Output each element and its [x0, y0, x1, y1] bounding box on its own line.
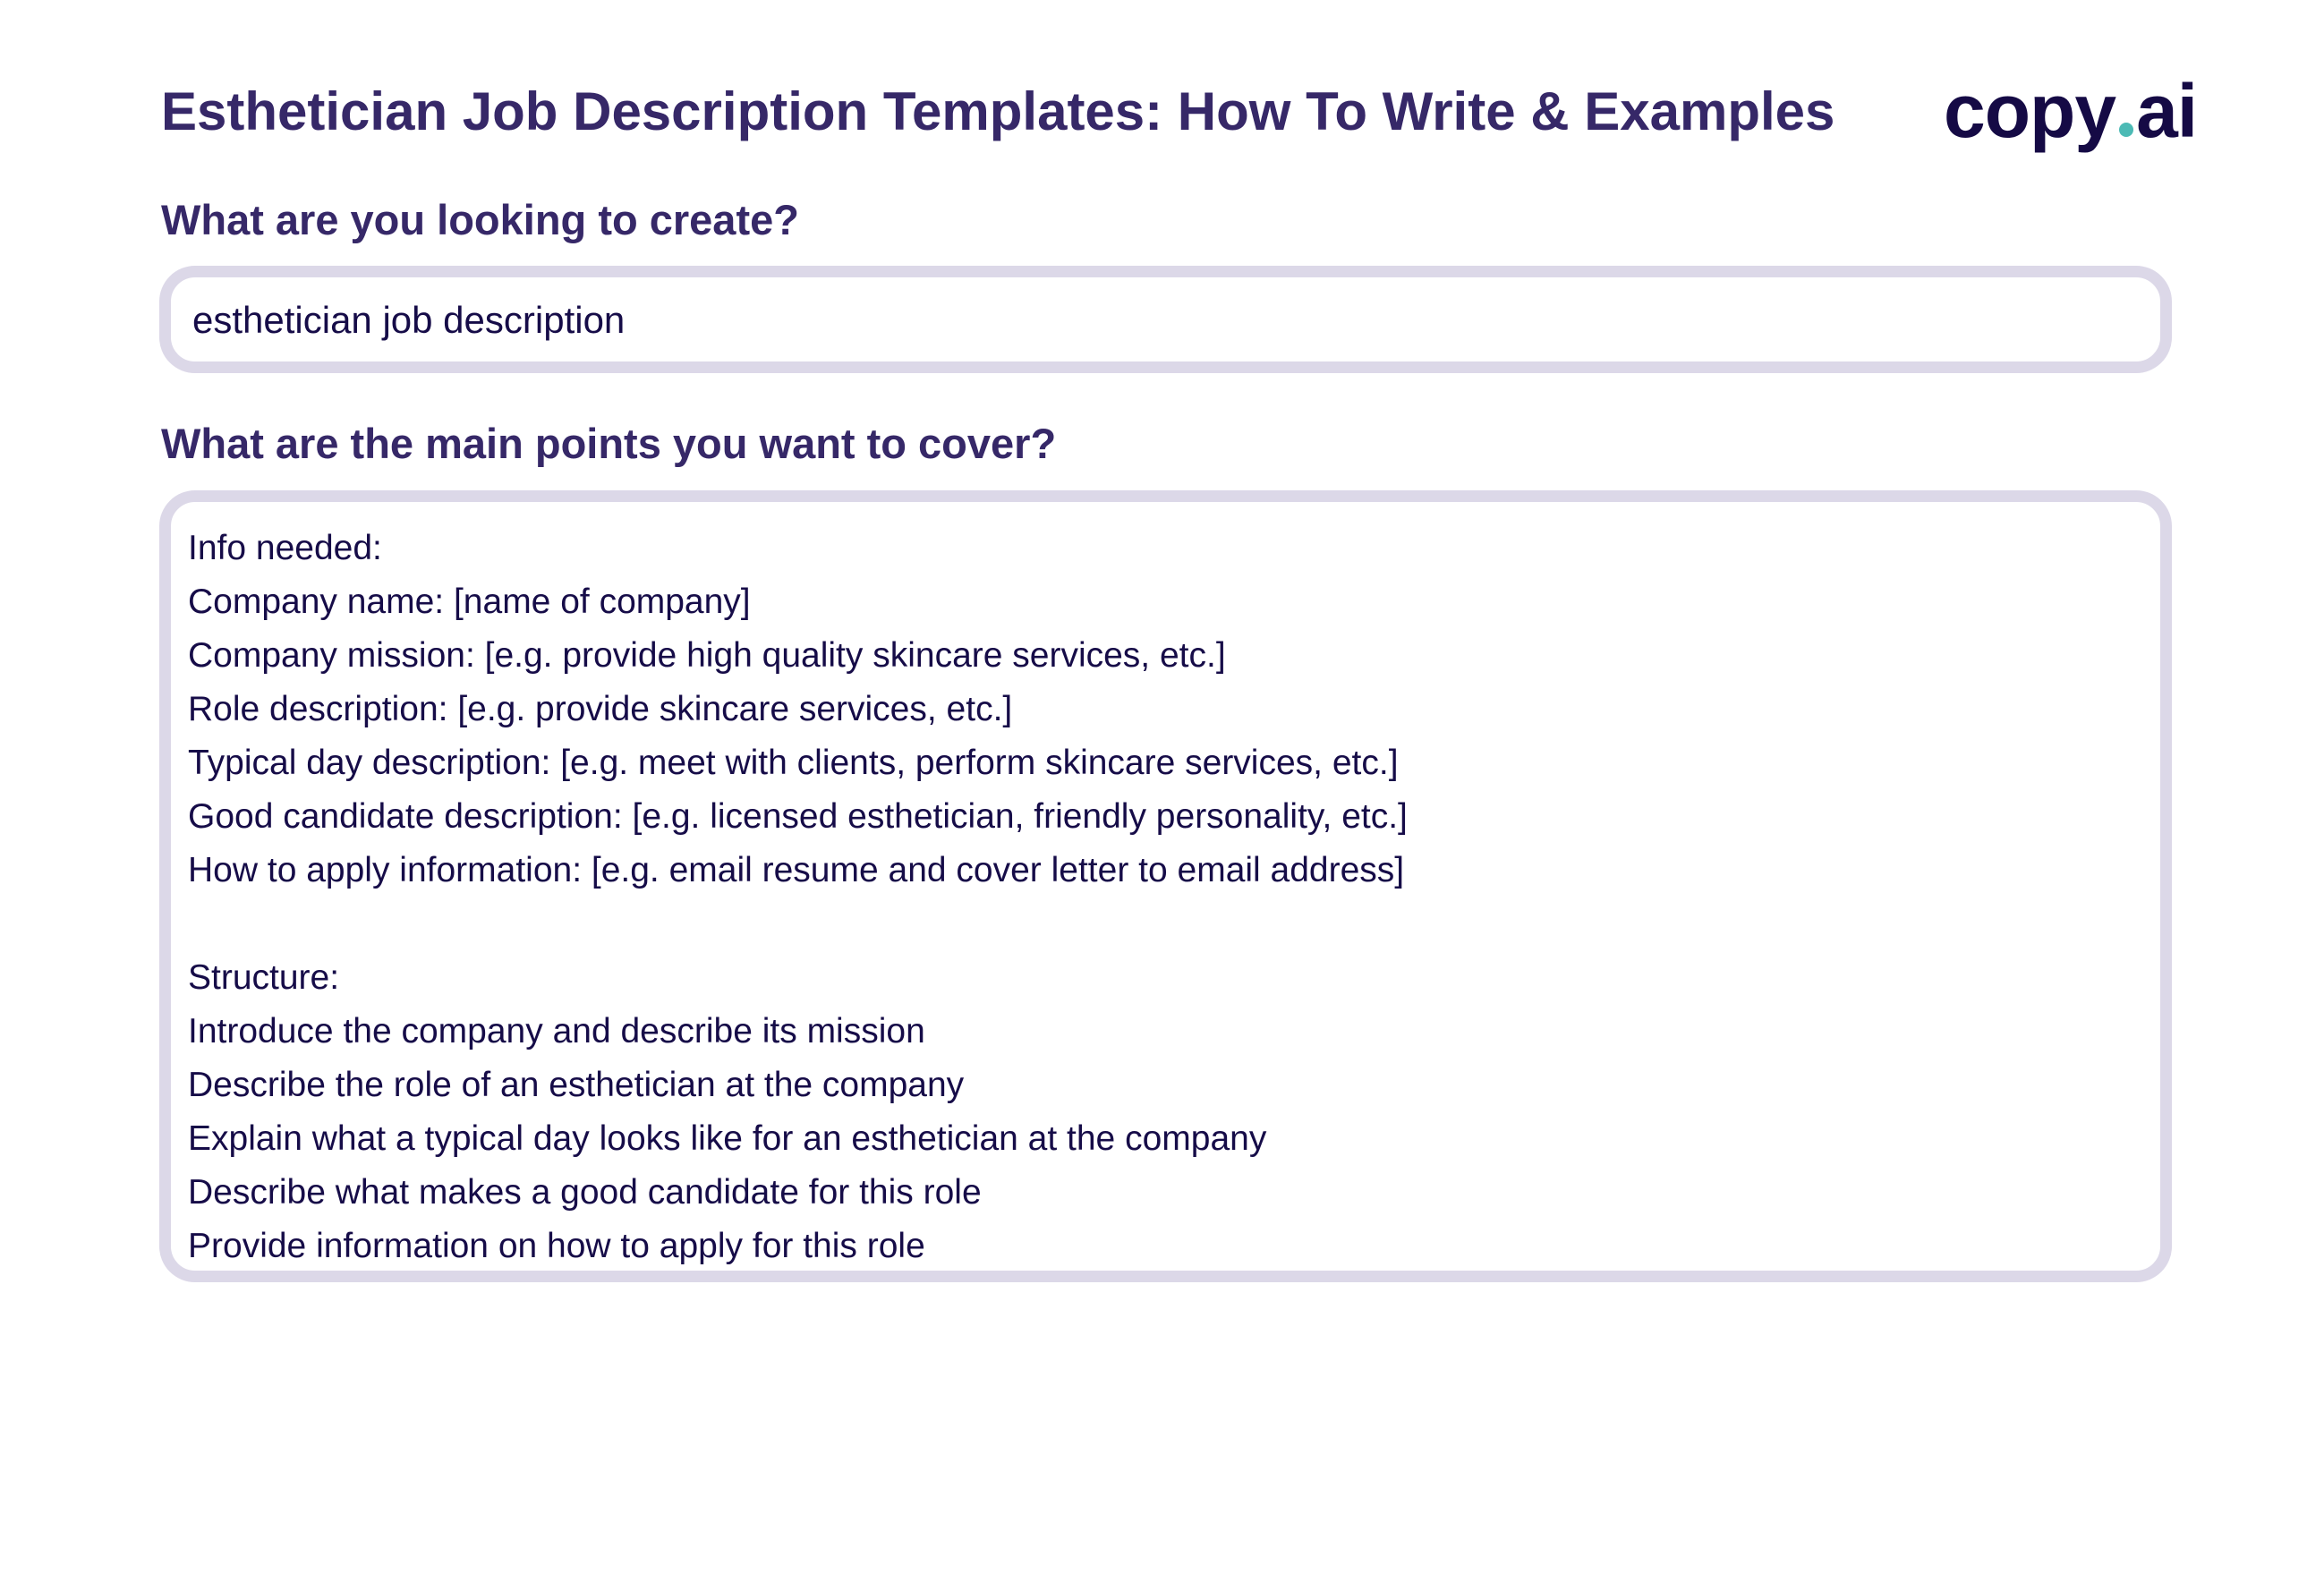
logo-text-left: copy: [1944, 69, 2116, 153]
points-textarea[interactable]: [159, 490, 2172, 1282]
create-input-value[interactable]: esthetician job description: [192, 299, 626, 341]
copy-ai-logo: [1944, 69, 2198, 153]
create-input[interactable]: [159, 266, 2172, 373]
textarea-line: Structure:: [188, 958, 340, 997]
create-field-label: What are you looking to create?: [161, 196, 799, 243]
textarea-line: Good candidate description: [e.g. licensed esthetician, friendly personality, etc.]: [188, 797, 1408, 836]
textarea-line: Describe the role of an esthetician at the company: [188, 1066, 965, 1104]
points-textarea-content[interactable]: [188, 522, 1408, 1273]
logo-dot-icon: [2119, 123, 2133, 137]
textarea-line: Info needed:: [188, 529, 382, 567]
points-field-label: What are the main points you want to cover?: [161, 420, 1057, 467]
logo-text-right: ai: [2136, 69, 2198, 153]
textarea-line: Provide information on how to apply for this role: [188, 1227, 925, 1265]
textarea-line: Company mission: [e.g. provide high quality skincare services, etc.]: [188, 636, 1226, 675]
textarea-line: How to apply information: [e.g. email resume and cover letter to email address]: [188, 851, 1405, 889]
textarea-line-blank: [188, 897, 1408, 951]
textarea-line: Explain what a typical day looks like for an esthetician at the company: [188, 1119, 1267, 1158]
textarea-line: Describe what makes a good candidate for this role: [188, 1173, 982, 1212]
textarea-line: Role description: [e.g. provide skincare services, etc.]: [188, 690, 1013, 728]
textarea-line: Company name: [name of company]: [188, 583, 751, 621]
textarea-line: Typical day description: [e.g. meet with clients, perform skincare services, etc.]: [188, 744, 1399, 782]
textarea-line: Introduce the company and describe its mission: [188, 1012, 925, 1050]
page-title: Esthetician Job Description Templates: How To Write & Examples: [161, 81, 1835, 141]
